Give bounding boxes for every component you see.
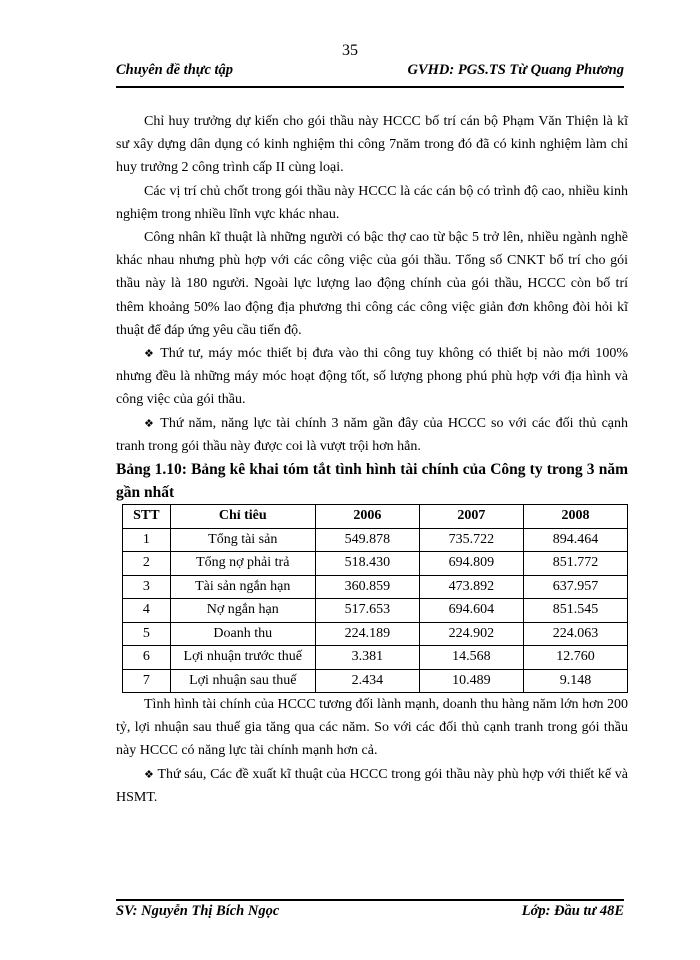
table-cell: 2 bbox=[123, 552, 171, 576]
paragraph-financial-summary: Tình hình tài chính của HCCC tương đối lành mạnh, doanh thu hàng năm lớn hơn 200 tỷ, lợi nhuận sau thuế gia tăng qua các năm. So với các đối thủ cạnh tranh trong gói thầu này HCCC có năng lực tài chính mạnh hơn cả. bbox=[116, 697, 628, 759]
table-cell: 12.760 bbox=[523, 646, 627, 670]
table-cell: Tài sản ngắn hạn bbox=[170, 575, 315, 599]
table-row bbox=[123, 575, 628, 599]
paragraph-fifth bbox=[116, 412, 628, 458]
table-cell: Tổng nợ phải trả bbox=[170, 552, 315, 576]
table-cell: 7 bbox=[123, 669, 171, 693]
table-cell: 4 bbox=[123, 599, 171, 623]
table-cell: 224.189 bbox=[315, 622, 419, 646]
diamond-bullet-icon: ❖ bbox=[144, 347, 156, 361]
table-cell: 14.568 bbox=[419, 646, 523, 670]
header-cell: 2008 bbox=[523, 505, 627, 529]
diamond-bullet-icon: ❖ bbox=[144, 767, 155, 781]
footer-student: SV: Nguyễn Thị Bích Ngọc bbox=[116, 903, 280, 919]
header-cell: Chỉ tiêu bbox=[170, 505, 315, 529]
header-cell: 2006 bbox=[315, 505, 419, 529]
table-cell: Nợ ngắn hạn bbox=[170, 599, 315, 623]
table-cell: 694.809 bbox=[419, 552, 523, 576]
paragraph-commander: Chỉ huy trưởng dự kiến cho gói thầu này HCCC bố trí cán bộ Phạm Văn Thiện là kĩ sư xây dựng dân dụng có kinh nghiệm thi công 7năm trong đó đã có kinh nghiệm làm chỉ huy trưởng 2 công trình cấp II cùng loại. bbox=[116, 114, 628, 176]
table-row bbox=[123, 599, 628, 623]
table-cell: 549.878 bbox=[315, 528, 419, 552]
footer-class: Lớp: Đầu tư 48E bbox=[521, 903, 624, 919]
table-cell: 360.859 bbox=[315, 575, 419, 599]
table-row bbox=[123, 622, 628, 646]
table-cell: 1 bbox=[123, 528, 171, 552]
table-row bbox=[123, 528, 628, 552]
table-row bbox=[123, 646, 628, 670]
page-footer bbox=[116, 903, 624, 920]
table-cell: 637.957 bbox=[523, 575, 627, 599]
table-cell: Doanh thu bbox=[170, 622, 315, 646]
table-cell: Lợi nhuận trước thuế bbox=[170, 646, 315, 670]
paragraph-fourth-text: Thứ tư, máy móc thiết bị đưa vào thi công tuy không có thiết bị nào mới 100% nhưng đều là những máy móc hoạt động tốt, số lượng phong phú phù hợp với địa hình và công việc của gói thầu. bbox=[116, 346, 628, 408]
header-title: Chuyên đề thực tập bbox=[116, 62, 234, 78]
table-cell: 735.722 bbox=[419, 528, 523, 552]
table-header-row bbox=[123, 505, 628, 529]
table-cell: 224.063 bbox=[523, 622, 627, 646]
table-cell: 5 bbox=[123, 622, 171, 646]
table-row bbox=[123, 669, 628, 693]
table-cell: 3.381 bbox=[315, 646, 419, 670]
financial-table bbox=[122, 504, 628, 693]
table-cell: 224.902 bbox=[419, 622, 523, 646]
table-cell: 518.430 bbox=[315, 552, 419, 576]
paragraph-sixth bbox=[116, 763, 628, 809]
table-cell: 2.434 bbox=[315, 669, 419, 693]
table-cell: 473.892 bbox=[419, 575, 523, 599]
table-row bbox=[123, 552, 628, 576]
page-header bbox=[116, 62, 624, 79]
table-cell: 9.148 bbox=[523, 669, 627, 693]
paragraph-workers: Công nhân kĩ thuật là những người có bậc thợ cao từ bậc 5 trở lên, nhiều ngành nghề khác nhau nhưng phù hợp với các công việc của gói thầu. Tổng số CNKT bố trí cho gói thầu này là 180 người. Ngoài lực lượng lao động chính của gói thầu, HCCC còn bố trí thêm khoảng 50% lao động địa phương thi công các công việc giản đơn không đòi hỏi kĩ thuật để đáp ứng yêu cầu tiến độ. bbox=[116, 230, 628, 338]
diamond-bullet-icon: ❖ bbox=[144, 416, 156, 430]
table-cell: 851.545 bbox=[523, 599, 627, 623]
header-advisor: GVHD: PGS.TS Từ Quang Phương bbox=[407, 62, 624, 78]
header-cell: 2007 bbox=[419, 505, 523, 529]
paragraph-key-positions: Các vị trí chủ chốt trong gói thầu này HCCC là các cán bộ có trình độ cao, nhiều kinh nghiệm trong nhiều lĩnh vực khác nhau. bbox=[116, 183, 628, 222]
table-cell: 851.772 bbox=[523, 552, 627, 576]
footer-divider bbox=[116, 899, 624, 901]
table-cell: Lợi nhuận sau thuế bbox=[170, 669, 315, 693]
header-cell: STT bbox=[123, 505, 171, 529]
paragraph-fifth-text: Thứ năm, năng lực tài chính 3 năm gần đây của HCCC so với các đối thủ cạnh tranh trong gói thầu này được coi là vượt trội hơn hẳn. bbox=[116, 415, 628, 454]
paragraph-fourth bbox=[116, 342, 628, 412]
paragraph-sixth-text: Thứ sáu, Các đề xuất kĩ thuật của HCCC trong gói thầu này phù hợp với thiết kế và HSMT. bbox=[116, 766, 628, 805]
table-cell: 517.653 bbox=[315, 599, 419, 623]
table-cell: 6 bbox=[123, 646, 171, 670]
table-cell: Tổng tài sản bbox=[170, 528, 315, 552]
table-cell: 10.489 bbox=[419, 669, 523, 693]
table-cell: 3 bbox=[123, 575, 171, 599]
table-cell: 894.464 bbox=[523, 528, 627, 552]
document-body bbox=[116, 110, 628, 809]
header-divider bbox=[116, 86, 624, 88]
table-caption: Bảng 1.10: Bảng kê khai tóm tắt tình hình tài chính của Công ty trong 3 năm gần nhất bbox=[116, 461, 628, 502]
table-cell: 694.604 bbox=[419, 599, 523, 623]
page-number: 35 bbox=[342, 42, 358, 59]
